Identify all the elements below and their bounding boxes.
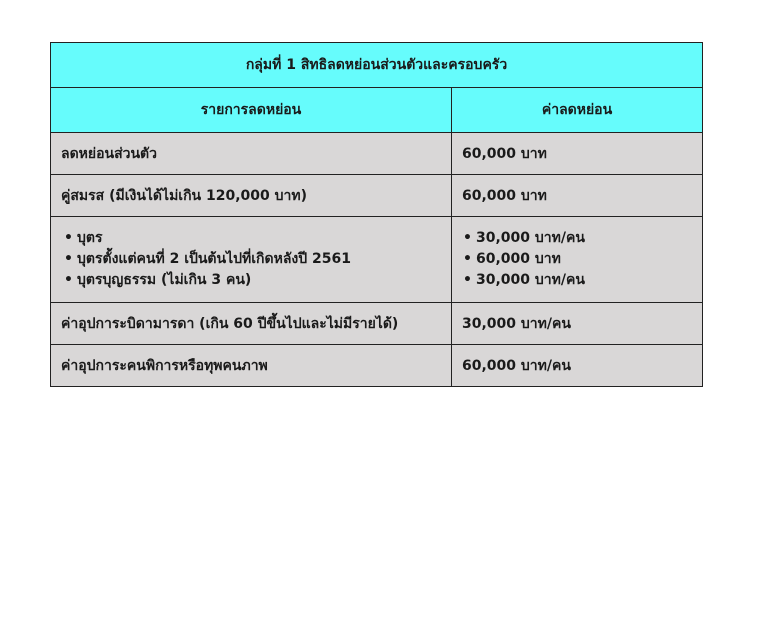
- row-item: ค่าอุปการะบิดามารดา (เกิน 60 ปีขึ้นไปและไม่มีรายได้): [51, 303, 452, 345]
- title-row: [51, 43, 703, 88]
- table-title: กลุ่มที่ 1 สิทธิลดหย่อนส่วนตัวและครอบครัว: [51, 43, 703, 88]
- list-item: • 60,000 บาท: [476, 249, 692, 270]
- child-items-list: [61, 228, 441, 291]
- row-amount: 60,000 บาท: [452, 133, 703, 175]
- row-item-list-cell: [51, 217, 452, 303]
- row-item: ลดหย่อนส่วนตัว: [51, 133, 452, 175]
- list-item: • 30,000 บาท/คน: [476, 270, 692, 291]
- table-row: [51, 175, 703, 217]
- row-amount: 60,000 บาท: [452, 175, 703, 217]
- child-amounts-list: [462, 228, 692, 291]
- table-row: [51, 133, 703, 175]
- deduction-table: [50, 42, 703, 387]
- table-row: [51, 217, 703, 303]
- header-amount: ค่าลดหย่อน: [452, 88, 703, 133]
- table-row: [51, 303, 703, 345]
- list-item: • บุตรบุญธรรม (ไม่เกิน 3 คน): [77, 270, 441, 291]
- list-item: • บุตร: [77, 228, 441, 249]
- row-item: ค่าอุปการะคนพิการหรือทุพคนภาพ: [51, 345, 452, 387]
- row-amount: 60,000 บาท/คน: [452, 345, 703, 387]
- list-item: • บุตรตั้งแต่คนที่ 2 เป็นต้นไปที่เกิดหลังปี 2561: [77, 249, 441, 270]
- header-item: รายการลดหย่อน: [51, 88, 452, 133]
- header-row: [51, 88, 703, 133]
- table-row: [51, 345, 703, 387]
- row-amount: 30,000 บาท/คน: [452, 303, 703, 345]
- row-item: คู่สมรส (มีเงินได้ไม่เกิน 120,000 บาท): [51, 175, 452, 217]
- list-item: • 30,000 บาท/คน: [476, 228, 692, 249]
- row-amount-list-cell: [452, 217, 703, 303]
